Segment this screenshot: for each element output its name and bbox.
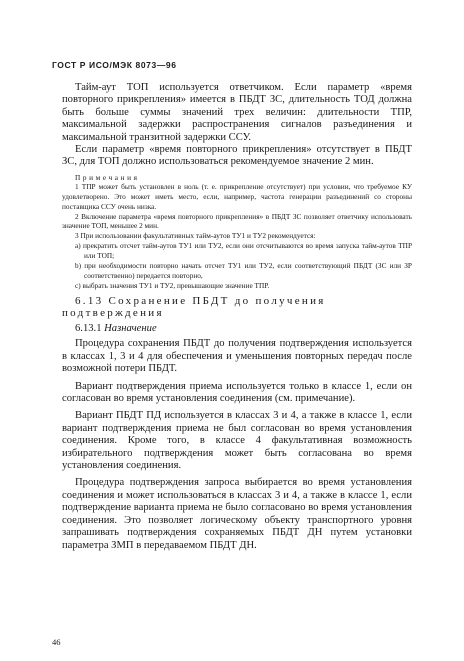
page-content [62, 82, 412, 552]
note-item: 2 Включение параметра «время повторного прикрепления» в ПБДТ ЗС позволяет ответчику использовать значение ТОП, меньшее 2 мин. [62, 211, 412, 231]
note-item: 3 При использовании факультативных тайм-аутов ТУ1 и ТУ2 рекомендуется: [75, 231, 316, 241]
paragraph: Процедура сохранения ПБДТ до получения подтверждения используется в классах 1, 3 и 4 для обеспечения и уменьшения повторных передач после возможной потери ПБДТ. [62, 338, 412, 375]
paragraph: Вариант ПБДТ ПД используется в классах 3 и 4, а также в классе 1, если вариант подтверждения приема не был согласован во время установления соединения. Кроме того, в классе 4 факультативная возможность избирательного подтверждения может быть согласована во время установления соединения. [62, 410, 412, 472]
paragraph: Вариант подтверждения приема используется только в классе 1, если он согласован во время установления соединения (см. примечание). [62, 380, 412, 405]
notes-title: Примечания [75, 172, 140, 182]
page-number: 46 [52, 637, 61, 647]
section-heading: 6.13 Сохранение ПБДТ до получения подтверждения [62, 294, 326, 320]
subsection-number: 6.13.1 [75, 323, 102, 334]
note-subitem: b) при необходимости повторно начать отсчет ТУ1 или ТУ2, если соответствующий ПБДТ (ЗС или ЗР соответственно) передается повторно, [75, 261, 412, 280]
paragraph: Процедура подтверждения запроса выбирается во время установления соединения и может использоваться в классах 3 и 4, а также в классе 1, если подтверждение варианта приема не было согласовано во время установления соединения. Это позволяет логическому объекту транспортного уровня запрашивать подтверждения сохраняемых ПБДТ ДН путем установки параметра ЗМП в передаваемом ПБДТ ДН. [62, 477, 412, 551]
notes-block [62, 173, 412, 291]
note-item: 1 ТПР может быть установлен в ноль (т. е. прикрепление отсутствует) при условии, что требуемое КУ удовлетворено. Это может иметь место, если, например, частота генерации разъединений со стороны поставщика ССУ очень низка. [62, 181, 412, 211]
subsection-title: Назначение [104, 323, 157, 334]
note-subitem: c) выбрать значения ТУ1 и ТУ2, превышающие значение ТПР. [75, 280, 270, 290]
page-header: ГОСТ Р ИСО/МЭК 8073—96 [52, 60, 177, 70]
note-subitem: а) прекратить отсчет тайм-аутов ТУ1 или ТУ2, если они отсчитываются во время запуска тайм-аутов ТПР или ТОП; [75, 241, 412, 261]
paragraph: Если параметр «время повторного прикрепления» отсутствует в ПБДТ ЗС, для ТОП должно использоваться рекомендуемое значение 2 мин. [62, 144, 412, 168]
paragraph: Тайм-аут ТОП используется ответчиком. Если параметр «время повторного прикрепления» имеется в ПБДТ ЗС, длительность ТОД должна быть больше суммы значений трех величин: длительности ТПР, максимальной задержки распространения сигналов разъединения и максимальной транзитной задержки ССУ. [62, 82, 412, 143]
subsection-heading [62, 323, 412, 335]
